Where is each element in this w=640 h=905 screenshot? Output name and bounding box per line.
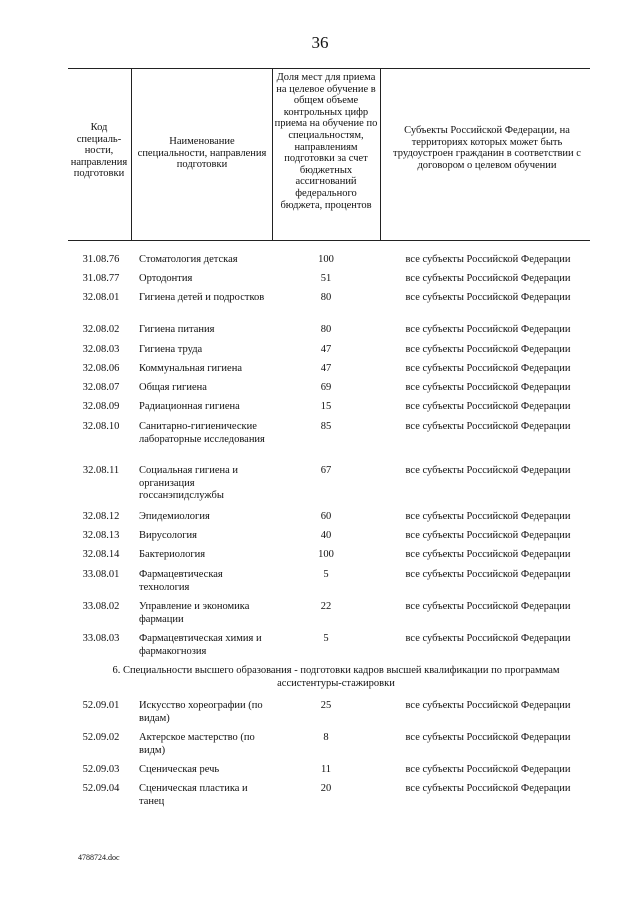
row-name: Искусство хореографии (по видам)	[139, 700, 263, 724]
row-code: 52.09.03	[82, 764, 120, 775]
row-code: 32.08.12	[82, 511, 120, 522]
header-code: Код специаль-ности, направления подготовки	[70, 122, 128, 180]
section-title: 6. Специальности высшего образования - подготовки кадров высшей квалификации по программам ассистентуры-стажировки	[112, 665, 560, 689]
row-code: 33.08.03	[82, 633, 120, 644]
row-subjects: все субъекты Российской Федерации	[405, 783, 571, 794]
row-percent: 20	[320, 783, 332, 794]
row-percent: 40	[320, 530, 332, 541]
row-percent: 85	[320, 421, 332, 432]
row-name: Актерское мастерство (по видм)	[139, 732, 255, 756]
row-subjects: все субъекты Российской Федерации	[405, 549, 571, 560]
row-percent: 5	[323, 569, 329, 580]
header-name: Наименование специальности, направления подготовки	[137, 136, 267, 171]
row-code: 32.08.11	[82, 465, 120, 476]
row-subjects: все субъекты Российской Федерации	[405, 530, 571, 541]
row-percent: 69	[320, 382, 332, 393]
row-name: Фармацевтическая технология	[139, 569, 223, 593]
row-subjects: все субъекты Российской Федерации	[405, 764, 571, 775]
row-subjects: все субъекты Российской Федерации	[405, 254, 571, 265]
row-code: 31.08.76	[82, 254, 120, 265]
row-code: 32.08.14	[82, 549, 120, 560]
row-code: 33.08.01	[82, 569, 120, 580]
row-percent: 5	[323, 633, 329, 644]
row-percent: 51	[320, 273, 332, 284]
row-code: 52.09.04	[82, 783, 120, 794]
document-id: 4788724.doc	[78, 853, 120, 862]
row-subjects: все субъекты Российской Федерации	[405, 401, 571, 412]
column-divider	[380, 68, 381, 240]
header-subjects: Субъекты Российской Федерации, на территориях которых может быть трудоустроен гражданин в соответствии с договором о целевом обучении	[393, 125, 581, 171]
row-percent: 100	[318, 549, 334, 560]
row-code: 32.08.03	[82, 344, 120, 355]
row-name: Гигиена труда	[139, 344, 203, 355]
row-percent: 47	[320, 363, 332, 374]
row-subjects: все субъекты Российской Федерации	[405, 633, 571, 644]
row-subjects: все субъекты Российской Федерации	[405, 511, 571, 522]
row-subjects: все субъекты Российской Федерации	[405, 324, 571, 335]
row-code: 32.08.06	[82, 363, 120, 374]
row-percent: 25	[320, 700, 332, 711]
row-code: 52.09.02	[82, 732, 120, 743]
row-code: 32.08.02	[82, 324, 120, 335]
row-subjects: все субъекты Российской Федерации	[405, 382, 571, 393]
row-name: Управление и экономика фармации	[139, 601, 250, 625]
row-name: Стоматология детская	[139, 254, 238, 265]
row-name: Общая гигиена	[139, 382, 207, 393]
row-percent: 60	[320, 511, 332, 522]
row-subjects: все субъекты Российской Федерации	[405, 700, 571, 711]
row-name: Коммунальная гигиена	[139, 363, 242, 374]
row-name: Радиационная гигиена	[139, 401, 240, 412]
table-header-border	[68, 240, 590, 241]
row-code: 33.08.02	[82, 601, 120, 612]
row-name: Гигиена питания	[139, 324, 215, 335]
row-code: 52.09.01	[82, 700, 120, 711]
row-code: 32.08.13	[82, 530, 120, 541]
row-code: 32.08.01	[82, 292, 120, 303]
row-code: 32.08.07	[82, 382, 120, 393]
header-share: Доля мест для приема на целевое обучение в общем объеме контрольных цифр приема на обучение по специальностям, направлениям подготовки за счет бюджетных ассигнований федерального бюджета, процентов	[274, 72, 378, 211]
row-name: Эпидемиология	[139, 511, 210, 522]
row-subjects: все субъекты Российской Федерации	[405, 292, 571, 303]
row-name: Санитарно-гигиенические лабораторные исследования	[139, 421, 265, 445]
row-code: 31.08.77	[82, 273, 120, 284]
row-subjects: все субъекты Российской Федерации	[405, 363, 571, 374]
row-subjects: все субъекты Российской Федерации	[405, 601, 571, 612]
row-subjects: все субъекты Российской Федерации	[405, 465, 571, 476]
row-percent: 22	[320, 601, 332, 612]
row-name: Ортодонтия	[139, 273, 193, 284]
row-percent: 80	[320, 292, 332, 303]
row-name: Фармацевтическая химия и фармакогнозия	[139, 633, 262, 657]
row-code: 32.08.10	[82, 421, 120, 432]
row-percent: 67	[320, 465, 332, 476]
row-subjects: все субъекты Российской Федерации	[405, 569, 571, 580]
row-name: Гигиена детей и подростков	[139, 292, 265, 303]
row-name: Бактериология	[139, 549, 206, 560]
column-divider	[131, 68, 132, 240]
row-name: Вирусология	[139, 530, 198, 541]
page-number: 36	[311, 33, 329, 52]
row-name: Сценическая речь	[139, 764, 220, 775]
row-subjects: все субъекты Российской Федерации	[405, 273, 571, 284]
row-name: Сценическая пластика и танец	[139, 783, 248, 807]
row-percent: 11	[320, 764, 332, 775]
row-percent: 100	[318, 254, 334, 265]
column-divider	[272, 68, 273, 240]
row-percent: 80	[320, 324, 332, 335]
row-code: 32.08.09	[82, 401, 120, 412]
row-percent: 8	[323, 732, 329, 743]
row-subjects: все субъекты Российской Федерации	[405, 344, 571, 355]
row-subjects: все субъекты Российской Федерации	[405, 732, 571, 743]
row-percent: 47	[320, 344, 332, 355]
row-percent: 15	[320, 401, 332, 412]
row-subjects: все субъекты Российской Федерации	[405, 421, 571, 432]
row-name: Социальная гигиена и организация госсанэпидслужбы	[139, 465, 239, 501]
table-top-border	[68, 68, 590, 69]
